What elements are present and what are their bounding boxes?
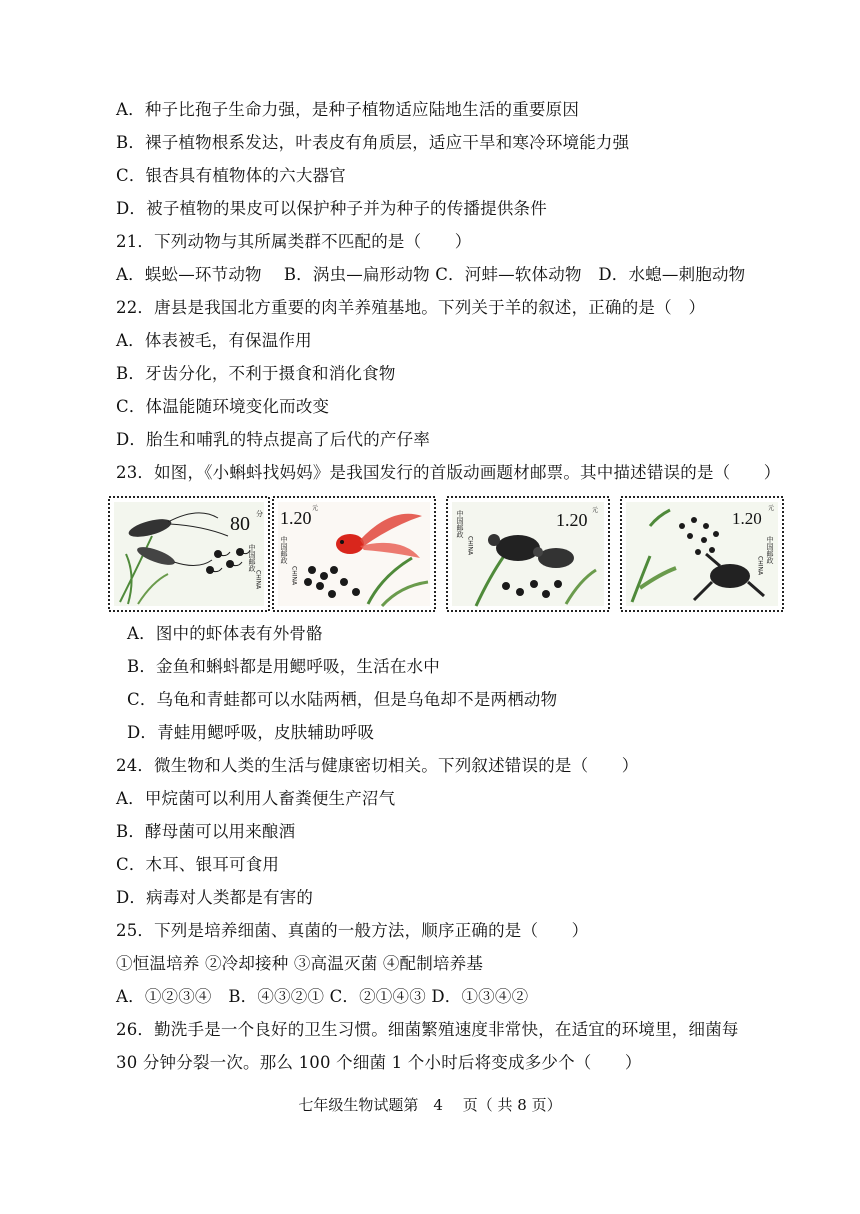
option-20c: C．银杏具有植物体的六大器官 — [116, 166, 346, 185]
turtle-stamp-image — [446, 496, 610, 612]
option-23a: A．图中的虾体表有外骨骼 — [127, 624, 323, 643]
option-22d: D．胎生和哺乳的特点提高了后代的产仔率 — [116, 430, 431, 449]
option-24d: D．病毒对人类都是有害的 — [116, 888, 314, 907]
option-22a: A．体表被毛，有保温作用 — [116, 331, 312, 350]
svg-text:CHINA: CHINA — [756, 556, 764, 576]
option-20b: B．裸子植物根系发达，叶表皮有角质层，适应干旱和寒冷环境能力强 — [116, 133, 630, 152]
svg-text:元: 元 — [768, 505, 775, 512]
option-24b: B．酵母菌可以用来酿酒 — [116, 822, 296, 841]
stamp-strip — [108, 496, 784, 612]
stamp-shrimp — [108, 496, 270, 612]
option-22c: C．体温能随环境变化而改变 — [116, 397, 330, 416]
stamp-goldfish — [272, 496, 436, 612]
question-26: 26．勤洗手是一个良好的卫生习惯。细菌繁殖速度非常快，在适宜的环境里，细菌每 — [116, 1020, 739, 1039]
option-22b: B．牙齿分化，不利于摄食和消化食物 — [116, 364, 396, 383]
svg-text:中国邮政: 中国邮政 — [248, 544, 256, 572]
option-23b: B．金鱼和蝌蚪都是用鳃呼吸，生活在水中 — [127, 657, 440, 676]
svg-text:中国邮政: 中国邮政 — [456, 510, 464, 538]
option-23d: D．青蛙用鳃呼吸，皮肤辅助呼吸 — [127, 723, 375, 742]
svg-text:分: 分 — [256, 510, 263, 518]
steps-25: ①恒温培养 ②冷却接种 ③高温灭菌 ④配制培养基 — [116, 954, 484, 973]
question-22: 22．唐县是我国北方重要的肉羊养殖基地。下列关于羊的叙述，正确的是（ ） — [116, 298, 706, 317]
svg-text:元: 元 — [312, 505, 319, 512]
stamp-3-value: 1.20 — [556, 510, 588, 530]
svg-text:中国邮政: 中国邮政 — [766, 536, 774, 564]
option-20a: A．种子比孢子生命力强，是种子植物适应陆地生活的重要原因 — [116, 100, 580, 119]
page-footer: 七年级生物试题第 4 页（ 共 8 页） — [298, 1096, 562, 1114]
svg-text:元: 元 — [592, 507, 599, 514]
svg-text:CHINA: CHINA — [290, 566, 298, 586]
option-20d: D．被子植物的果皮可以保护种子并为种子的传播提供条件 — [116, 199, 547, 218]
option-24c: C．木耳、银耳可食用 — [116, 855, 280, 874]
svg-text:中国邮政: 中国邮政 — [280, 536, 288, 564]
options-21: A．蜈蚣—环节动物 B．涡虫—扁形动物 C．河蚌—软体动物 D．水螅—刺胞动物 — [116, 265, 746, 284]
stamp-frog — [620, 496, 784, 612]
svg-text:CHINA: CHINA — [466, 536, 474, 556]
question-26-cont: 30 分钟分裂一次。那么 100 个细菌 1 个小时后将变成多少个（ ） — [116, 1053, 642, 1072]
option-24a: A．甲烷菌可以利用人畜粪便生产沼气 — [116, 789, 396, 808]
goldfish-stamp-image — [272, 496, 436, 612]
question-21: 21．下列动物与其所属类群不匹配的是（ ） — [116, 232, 472, 251]
stamp-turtle — [446, 496, 610, 612]
frog-stamp-image — [620, 496, 784, 612]
stamp-2-value: 1.20 — [280, 508, 312, 528]
svg-text:CHINA: CHINA — [254, 570, 262, 590]
question-23: 23．如图，《小蝌蚪找妈妈》是我国发行的首版动画题材邮票。其中描述错误的是（ ） — [116, 463, 781, 482]
shrimp-stamp-image — [108, 496, 270, 612]
question-25: 25．下列是培养细菌、真菌的一般方法，顺序正确的是（ ） — [116, 921, 589, 940]
option-23c: C．乌龟和青蛙都可以水陆两栖，但是乌龟却不是两栖动物 — [127, 690, 558, 709]
options-25: A．①②③④ B．④③②① C．②①④③ D．①③④② — [116, 987, 529, 1006]
stamp-4-value: 1.20 — [732, 509, 762, 528]
question-24: 24．微生物和人类的生活与健康密切相关。下列叙述错误的是（ ） — [116, 756, 639, 775]
stamp-1-value: 80 — [230, 513, 250, 535]
